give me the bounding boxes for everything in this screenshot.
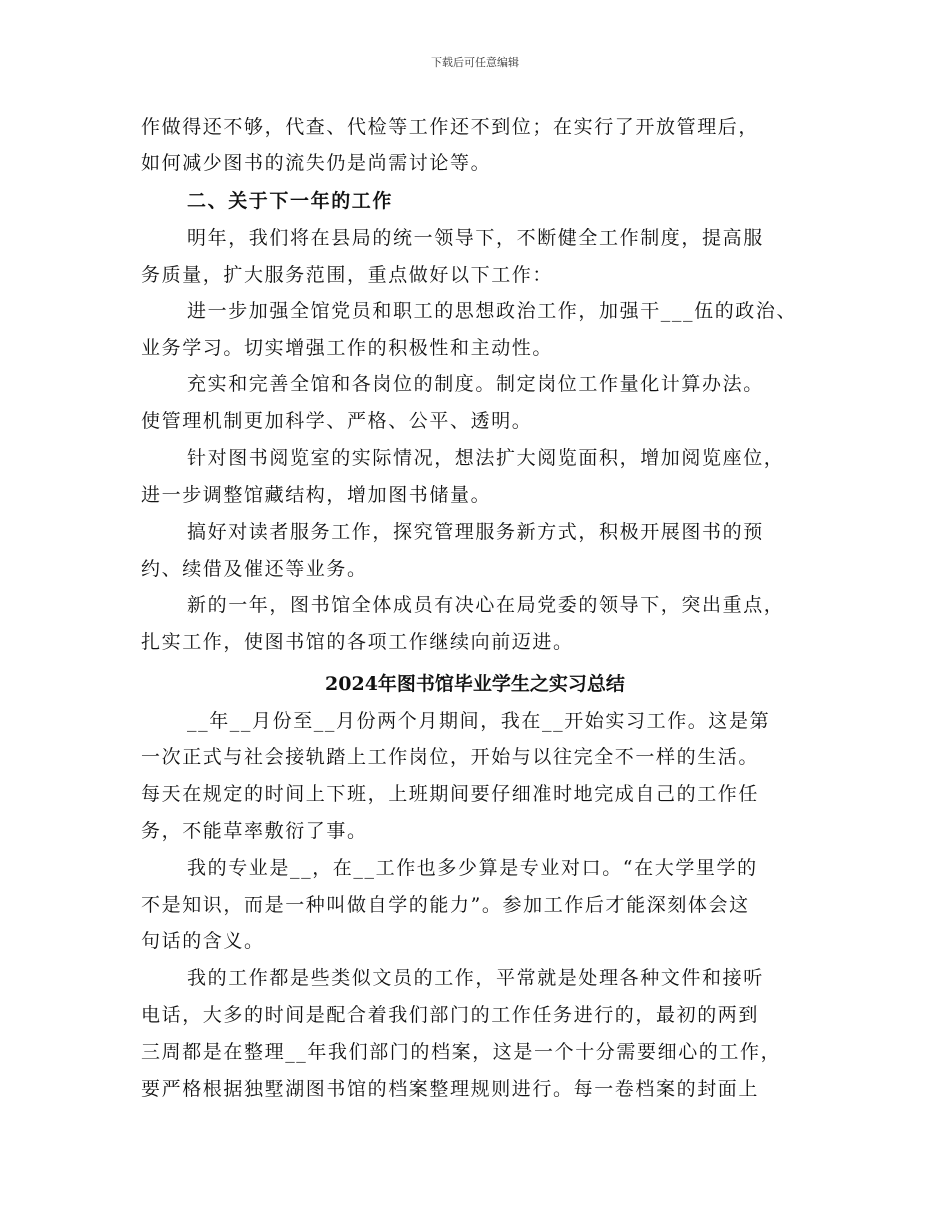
text-line: 作做得还不够，代查、代检等工作还不到位；在实行了开放管理后， bbox=[141, 116, 760, 138]
text-line: 一次正式与社会接轨踏上工作岗位，开始与以往完全不一样的生活。 bbox=[141, 746, 760, 768]
page-header: 下载后可任意编辑 bbox=[431, 56, 519, 69]
text-line: 约、续借及催还等业务。 bbox=[141, 558, 368, 580]
text-line: 我的工作都是些类似文员的工作，平常就是处理各种文件和接听 bbox=[187, 967, 764, 989]
text-line: 每天在规定的时间上下班，上班期间要仔细准时地完成自己的工作任 bbox=[141, 783, 760, 805]
text-line: 电话，大多的时间是配合着我们部门的工作任务进行的，最初的两到 bbox=[141, 1004, 760, 1026]
text-line: __年__月份至__月份两个月期间，我在__开始实习工作。这是第 bbox=[187, 710, 771, 732]
article-title: 2024年图书馆毕业学生之实习总结 bbox=[325, 673, 625, 695]
text-line: 明年，我们将在县局的统一领导下，不断健全工作制度，提高服 bbox=[187, 227, 764, 249]
text-line: 搞好对读者服务工作，探究管理服务新方式，积极开展图书的预 bbox=[187, 521, 764, 543]
text-line: 我的专业是__，在__工作也多少算是专业对口。“在大学里学的 bbox=[187, 857, 758, 879]
text-line: 不是知识，而是一种叫做自学的能力”。参加工作后才能深刻体会这 bbox=[141, 894, 750, 916]
text-line: 三周都是在整理__年我们部门的档案，这是一个十分需要细心的工作， bbox=[141, 1041, 782, 1063]
text-line: 要严格根据独墅湖图书馆的档案整理规则进行。每一卷档案的封面上 bbox=[141, 1078, 760, 1100]
text-line: 进一步调整馆藏结构，增加图书储量。 bbox=[141, 484, 492, 506]
text-line: 进一步加强全馆党员和职工的思想政治工作，加强干___伍的政治、 bbox=[187, 300, 798, 322]
text-line: 务，不能草率敷衍了事。 bbox=[141, 820, 368, 842]
text-line: 充实和完善全馆和各岗位的制度。制定岗位工作量化计算办法。 bbox=[187, 373, 764, 395]
text-line: 针对图书阅览室的实际情况，想法扩大阅览面积，增加阅览座位， bbox=[187, 447, 785, 469]
section-heading: 二、关于下一年的工作 bbox=[187, 190, 394, 212]
text-line: 如何减少图书的流失仍是尚需讨论等。 bbox=[141, 152, 492, 174]
text-line: 使管理机制更加科学、严格、公平、透明。 bbox=[141, 410, 533, 432]
text-line: 业务学习。切实增强工作的积极性和主动性。 bbox=[141, 337, 554, 359]
text-line: 扎实工作，使图书馆的各项工作继续向前迈进。 bbox=[141, 631, 574, 653]
text-line: 务质量，扩大服务范围，重点做好以下工作： bbox=[141, 264, 554, 286]
text-line: 新的一年，图书馆全体成员有决心在局党委的领导下，突出重点， bbox=[187, 594, 785, 616]
text-line: 句话的含义。 bbox=[141, 930, 265, 952]
